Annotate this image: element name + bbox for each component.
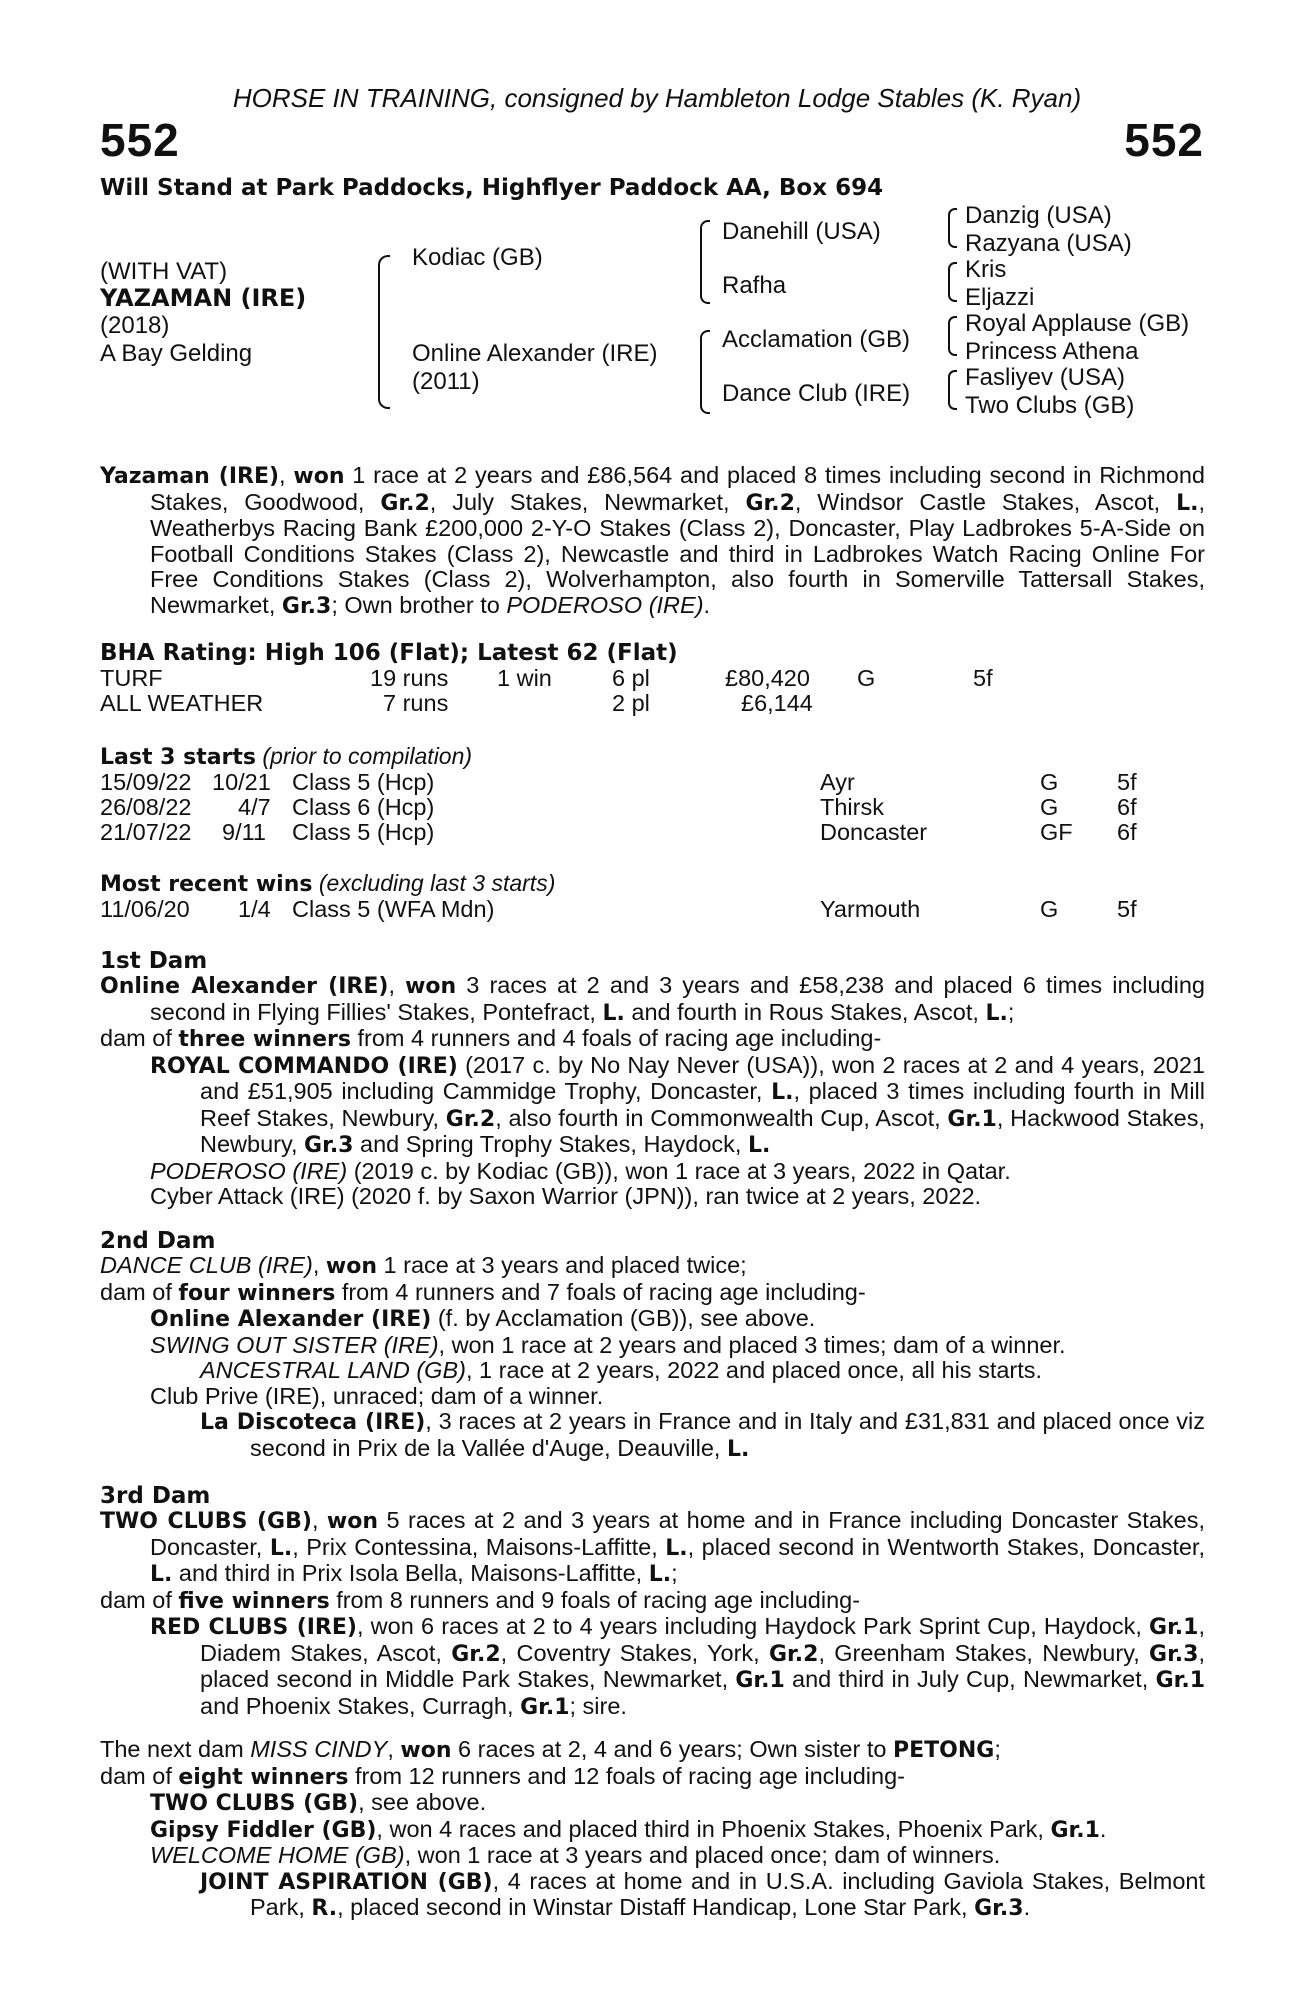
dam-sire-dam: Princess Athena [965, 338, 1139, 365]
next-dam-text: 6 races at 2, 4 and 6 years; Own sister to [451, 1736, 893, 1762]
progeny-name: RED CLUBS (IRE) [150, 1615, 357, 1640]
next-dam-winners-count: eight winners [178, 1764, 349, 1790]
progeny-text: and third in July Cup, Newmarket, [784, 1666, 1156, 1692]
progeny-name: PODEROSO (IRE) [150, 1157, 348, 1184]
summary-text: , July Stakes, Newmarket, [429, 488, 746, 515]
start-date: 26/08/22 [100, 794, 192, 820]
last3-heading [100, 743, 472, 770]
dam2-name: DANCE CLUB (IRE) [100, 1252, 313, 1278]
bha-row-wins: 1 win [497, 665, 552, 691]
dam-dam-sire: Fasliyev (USA) [965, 364, 1126, 391]
horse-description: A Bay Gelding [100, 340, 253, 367]
win-course: Yarmouth [820, 896, 921, 922]
dam3-text: from 8 runners and 9 foals of racing age including- [329, 1586, 861, 1613]
start-going: G [1040, 794, 1059, 820]
bha-row-surface: ALL WEATHER [100, 690, 264, 716]
bha-row-runs: 7 runs [383, 690, 449, 716]
dam2-heading: 2nd Dam [100, 1228, 216, 1254]
dam2-section [100, 1253, 1205, 1462]
dam3-name: TWO CLUBS (GB) [100, 1509, 312, 1534]
progeny-text: and Spring Trophy Stakes, Haydock, [353, 1131, 748, 1157]
sire-dam-sire: Kris [965, 256, 1007, 283]
grade-badge: L. [1176, 490, 1199, 516]
grade-badge: Gr.2 [769, 1641, 819, 1667]
recent-wins-title: Most recent wins [100, 872, 313, 897]
progeny-entry [100, 1306, 1205, 1333]
sire-sire-sire: Danzig (USA) [965, 202, 1112, 229]
progeny-text: , won 6 races at 2 to 4 years including Haydock Park Sprint Cup, Haydock, [356, 1613, 1150, 1639]
dam3-winners-count: five winners [178, 1588, 330, 1614]
grade-badge: L. [665, 1535, 688, 1561]
dam3-dam-of [100, 1588, 1205, 1615]
progeny-entry [100, 1843, 1205, 1869]
grade-badge: L. [602, 1000, 625, 1026]
grade-badge: Gr.2 [380, 490, 430, 516]
grade-badge: Gr.1 [1050, 1817, 1100, 1843]
win-going: G [1040, 896, 1059, 922]
pedigree-brace-gg2 [948, 262, 957, 302]
dam-sire: Acclamation (GB) [722, 326, 911, 353]
dam2-text: 1 race at 3 years and placed twice; [377, 1252, 747, 1278]
dam3-text: and third in Prix Isola Bella, Maisons-Laffitte, [172, 1560, 649, 1586]
next-dam-text: from 12 runners and 12 foals of racing age including- [348, 1762, 905, 1789]
summary-text: , Windsor Castle Stakes, Ascot, [794, 488, 1177, 515]
dam1-text: and fourth in Rous Stakes, Ascot, [624, 998, 986, 1025]
progeny-text: ; sire. [569, 1692, 627, 1719]
horse-year: (2018) [100, 312, 170, 339]
progeny-entry [100, 1790, 1205, 1817]
next-dam-record [100, 1737, 1205, 1764]
start-position: 9/11 [222, 819, 266, 845]
summary-text: ; Own brother to [331, 591, 507, 618]
progeny-entry [100, 1333, 1205, 1359]
start-course: Thirsk [820, 794, 884, 820]
progeny-text: , 1 race at 2 years, 2022 and placed once, all his starts. [465, 1357, 1043, 1383]
start-class: Class 5 (Hcp) [292, 769, 435, 795]
start-position: 10/21 [212, 769, 271, 795]
bha-row-surface: TURF [100, 665, 163, 691]
grade-badge: L. [648, 1562, 672, 1587]
last3-title: Last 3 starts [100, 745, 257, 770]
start-date: 21/07/22 [100, 819, 192, 845]
start-distance: 6f [1117, 794, 1137, 820]
progeny-entry: Club Prive (IRE), unraced; dam of a winner. [150, 1382, 604, 1409]
summary-horse-name: Yazaman (IRE) [100, 464, 280, 489]
win-distance: 5f [1117, 896, 1137, 922]
dam3-record: TWO CLUBS (GB), won 5 races at 2 and 3 years at home and in France including Doncaster Stakes, Doncaster, L., Prix Contessina, Maisons-Laffitte, L., placed second in Wentworth Stakes, Doncaster, L. and third in Prix Isola Bella, Maisons-Laffitte, L.; [100, 1507, 1205, 1587]
progeny-text: , placed second in Winstar Distaff Handicap, Lone Star Park, [337, 1894, 975, 1920]
consignment-header: HORSE IN TRAINING, consigned by Hambleton Lodge Stables (K. Ryan) [232, 83, 1082, 113]
start-course: Doncaster [820, 819, 928, 845]
progeny-text: , placed 3 times including fourth in Mill Reef Stakes, Newbury, [200, 1078, 1205, 1131]
dam1-text: dam of [100, 1025, 179, 1051]
summary-won: won [293, 464, 345, 489]
dam1-name: Online Alexander (IRE) [100, 974, 389, 999]
start-date: 15/09/22 [100, 769, 192, 795]
start-class: Class 5 (Hcp) [292, 819, 435, 845]
progeny-text: , won 4 races and placed third in Phoenix Stakes, Phoenix Park, [376, 1815, 1051, 1842]
dam2-text: from 4 runners and 7 foals of racing age including- [335, 1278, 866, 1305]
grade-badge: L. [726, 1436, 750, 1462]
grade-badge: Gr.1 [520, 1694, 570, 1720]
grade-badge: Gr.2 [451, 1641, 501, 1667]
race-summary: Yazaman (IRE), won 1 race at 2 years and £86,564 and placed 8 times including second in Richmond Stakes, Goodwood, Gr.2, July Stakes, Newmarket, Gr.2, Windsor Castle Stakes, Ascot, L., Weatherbys Racing Bank £200,000 2-Y-O Stakes (Class 2), Doncaster, Play Ladbrokes 5-A-Side on Football Conditions Stakes (Class 2), Newcastle and third in Ladbrokes Watch Racing Online For Free Conditions Stakes (Class 2), Wolverhampton, also fourth in Somerville Tattersall Stakes, Newmarket, Gr.3; Own brother to PODEROSO (IRE). [100, 462, 1205, 619]
progeny-text: , placed second in Middle Park Stakes, Newmarket, [200, 1639, 1205, 1692]
grade-badge: Gr.1 [735, 1668, 785, 1693]
bha-rating-title: BHA Rating: High 106 (Flat); Latest 62 (Flat) [100, 640, 678, 666]
next-dam-text: dam of [100, 1762, 179, 1789]
progeny-entry [100, 1614, 1205, 1720]
grade-badge: Gr.1 [947, 1106, 997, 1132]
dam1-text: 3 races at 2 and 3 years and £58,238 and placed 6 times including second in Flying Fillies' Stakes, Pontefract, [150, 972, 1205, 1025]
next-dam-name: MISS CINDY [250, 1736, 388, 1762]
progeny-name: La Discoteca (IRE) [200, 1410, 426, 1435]
grade-badge: Gr.1 [1149, 1615, 1199, 1640]
dam-sire-sire: Royal Applause (GB) [965, 310, 1190, 337]
dam-year: (2011) [412, 368, 480, 395]
win-position: 1/4 [238, 896, 271, 922]
vat-note: (WITH VAT) [100, 258, 228, 285]
dam1-dam-of [100, 1026, 1205, 1053]
progeny-text: , Coventry Stakes, York, [500, 1639, 769, 1666]
bha-row-pl: 6 pl [612, 665, 650, 691]
next-dam-section [100, 1737, 1205, 1922]
dam-dam-dam: Two Clubs (GB) [965, 392, 1135, 419]
dam-dam: Dance Club (IRE) [722, 380, 911, 407]
grade-badge: L. [747, 1133, 771, 1158]
dam2-record: DANCE CLUB (IRE), won 1 race at 3 years and placed twice; [100, 1252, 747, 1279]
dam3-text: , placed second in Wentworth Stakes, Doncaster, [687, 1533, 1205, 1560]
next-dam-text: , [387, 1736, 401, 1762]
bha-row-money: £80,420 [725, 665, 810, 691]
bha-row-money: £6,144 [741, 690, 813, 716]
dam3-text: 5 races at 2 and 3 years at home and in France including Doncaster Stakes, Doncaster, [150, 1507, 1205, 1560]
bha-row-dist: 5f [973, 665, 993, 691]
progeny-text: (f. by Acclamation (GB)), see above. [431, 1305, 816, 1331]
dam3-section [100, 1508, 1205, 1720]
start-going: GF [1040, 819, 1073, 845]
progeny-text: . [1099, 1815, 1107, 1842]
progeny-entry [100, 1869, 1205, 1922]
summary-text: , Weatherbys Racing Bank £200,000 2-Y-O Stakes (Class 2), Doncaster, Play Ladbrokes 5-A-Side on Football Conditions Stakes (Class 2), Newcastle and third in Ladbrokes Watch Racing Online For Free Conditions Stakes (Class 2), Wolverhampton, also fourth in Somerville Tattersall Stakes, Newmarket, [150, 488, 1205, 618]
dam2-dam-of [100, 1280, 1205, 1307]
grade-badge: Gr.1 [1155, 1668, 1205, 1693]
next-dam-dam-of [100, 1764, 1205, 1791]
sire-sire-dam: Razyana (USA) [965, 230, 1132, 257]
start-class: Class 6 (Hcp) [292, 794, 435, 820]
grade-badge: L. [985, 1000, 1008, 1026]
sire-name: Kodiac (GB) [412, 244, 543, 271]
recent-wins-heading [100, 870, 555, 897]
progeny-entry [100, 1358, 1205, 1384]
dam1-heading: 1st Dam [100, 948, 208, 974]
progeny-entry [100, 1817, 1205, 1844]
stand-location: Will Stand at Park Paddocks, Highflyer Paddock AA, Box 694 [100, 175, 884, 201]
grade-badge: Gr.3 [974, 1896, 1024, 1921]
sire-sire: Danehill (USA) [722, 218, 881, 245]
progeny-text: (2019 c. by Kodiac (GB)), won 1 race at 3 years, 2022 in Qatar. [347, 1157, 1011, 1184]
grade-badge: Gr.3 [281, 593, 332, 619]
start-course: Ayr [820, 769, 855, 795]
progeny-name: SWING OUT SISTER (IRE) [150, 1331, 439, 1358]
next-dam-sister: PETONG [893, 1738, 995, 1763]
progeny-text: , won 1 race at 3 years and placed once; dam of winners. [404, 1842, 1001, 1868]
start-position: 4/7 [238, 794, 271, 820]
sire-dam: Rafha [722, 272, 787, 299]
grade-badge: Gr.2 [745, 490, 795, 516]
progeny-entry [100, 1409, 1205, 1462]
progeny-name: Online Alexander (IRE) [150, 1307, 432, 1332]
pedigree-brace-sire [700, 220, 710, 304]
dam1-section [100, 973, 1205, 1210]
dam1-winners-count: three winners [178, 1027, 351, 1052]
progeny-text: , 4 races at home and in U.S.A. including Gaviola Stakes, Belmont Park, [250, 1867, 1205, 1920]
progeny-entry [100, 1159, 1205, 1185]
pedigree-brace-gg4 [948, 370, 957, 410]
progeny-text: , Diadem Stakes, Ascot, [200, 1613, 1205, 1666]
pedigree-brace-gg1 [948, 208, 957, 248]
progeny-name: Gipsy Fiddler (GB) [150, 1817, 377, 1843]
next-dam-text: The next dam [100, 1736, 251, 1762]
dam3-heading: 3rd Dam [100, 1483, 211, 1509]
start-distance: 6f [1117, 819, 1137, 845]
dam1-won: won [405, 974, 457, 999]
pedigree-brace-gg3 [948, 316, 957, 356]
bha-row-pl: 2 pl [612, 690, 650, 716]
own-brother: PODEROSO (IRE) [506, 591, 704, 618]
dam1-record: Online Alexander (IRE), won 3 races at 2 and 3 years and £58,238 and placed 6 times including second in Flying Fillies' Stakes, Pontefract, L. and fourth in Rous Stakes, Ascot, L.; [100, 972, 1205, 1026]
progeny-text: (2017 c. by No Nay Never (USA)), won 2 races at 2 and 4 years, 2021 and £51,905 including Cammidge Trophy, Doncaster, [200, 1051, 1205, 1104]
grade-badge: Gr.2 [445, 1106, 496, 1132]
dam3-text: , Prix Contessina, Maisons-Laffitte, [292, 1533, 666, 1560]
progeny-name: WELCOME HOME (GB) [150, 1842, 405, 1868]
dam1-text: from 4 runners and 4 foals of racing age including- [350, 1025, 882, 1051]
progeny-text: . [1023, 1894, 1031, 1920]
sire-dam-dam: Eljazzi [965, 284, 1035, 311]
progeny-text: , also fourth in Commonwealth Cup, Ascot, [495, 1104, 948, 1131]
grade-badge: R. [311, 1896, 338, 1921]
progeny-name: ROYAL COMMANDO (IRE) [150, 1053, 458, 1079]
bha-row-runs: 19 runs [370, 665, 449, 691]
progeny-entry [100, 1053, 1205, 1159]
start-going: G [1040, 769, 1059, 795]
dam2-won: won [325, 1254, 378, 1279]
lot-number-right: 552 [1124, 114, 1204, 166]
dam1-text: ; [1007, 998, 1015, 1025]
next-dam-won: won [400, 1738, 452, 1763]
dam2-text: dam of [100, 1278, 179, 1305]
win-class: Class 5 (WFA Mdn) [292, 896, 495, 922]
dam3-won: won [326, 1509, 379, 1534]
recent-wins-note: (excluding last 3 starts) [318, 870, 556, 896]
progeny-name: JOINT ASPIRATION (GB) [200, 1869, 493, 1895]
grade-badge: Gr.3 [304, 1133, 354, 1158]
grade-badge: L. [771, 1080, 794, 1105]
pedigree-brace-dam [700, 330, 710, 414]
win-date: 11/06/20 [100, 896, 190, 922]
bha-row-going: G [857, 665, 876, 691]
progeny-text: , won 1 race at 2 years and placed 3 times; dam of a winner. [438, 1331, 1066, 1358]
dam2-winners-count: four winners [178, 1280, 336, 1306]
next-dam-text: ; [994, 1736, 1001, 1762]
progeny-name: ANCESTRAL LAND (GB) [200, 1357, 466, 1383]
progeny-text: , Greenham Stakes, Newbury, [818, 1639, 1150, 1666]
dam-name: Online Alexander (IRE) [412, 340, 658, 367]
summary-text: 1 race at 2 years and £86,564 and placed 8 times including second in Richmond Stakes, Goodwood, [150, 462, 1205, 515]
last3-note: (prior to compilation) [262, 743, 473, 769]
summary-text: . [703, 591, 711, 618]
progeny-entry: Cyber Attack (IRE) (2020 f. by Saxon Warrior (JPN)), ran twice at 2 years, 2022. [150, 1183, 982, 1209]
progeny-text: , Hackwood Stakes, Newbury, [200, 1104, 1205, 1157]
dam3-text: dam of [100, 1586, 179, 1613]
progeny-name: TWO CLUBS (GB) [150, 1791, 359, 1816]
grade-badge: L. [150, 1562, 173, 1587]
grade-badge: L. [269, 1535, 293, 1561]
dam3-text: ; [671, 1560, 678, 1586]
pedigree-brace-main [378, 255, 390, 409]
lot-number-left: 552 [100, 114, 180, 166]
progeny-text: and Phoenix Stakes, Curragh, [200, 1692, 521, 1719]
progeny-text: , 3 races at 2 years in France and in Italy and £31,831 and placed once viz second in Prix de la Vallée d'Auge, Deauville, [250, 1408, 1206, 1461]
horse-name: YAZAMAN (IRE) [100, 284, 307, 312]
start-distance: 5f [1117, 769, 1137, 795]
grade-badge: Gr.3 [1149, 1641, 1199, 1667]
progeny-text: , see above. [358, 1789, 487, 1815]
